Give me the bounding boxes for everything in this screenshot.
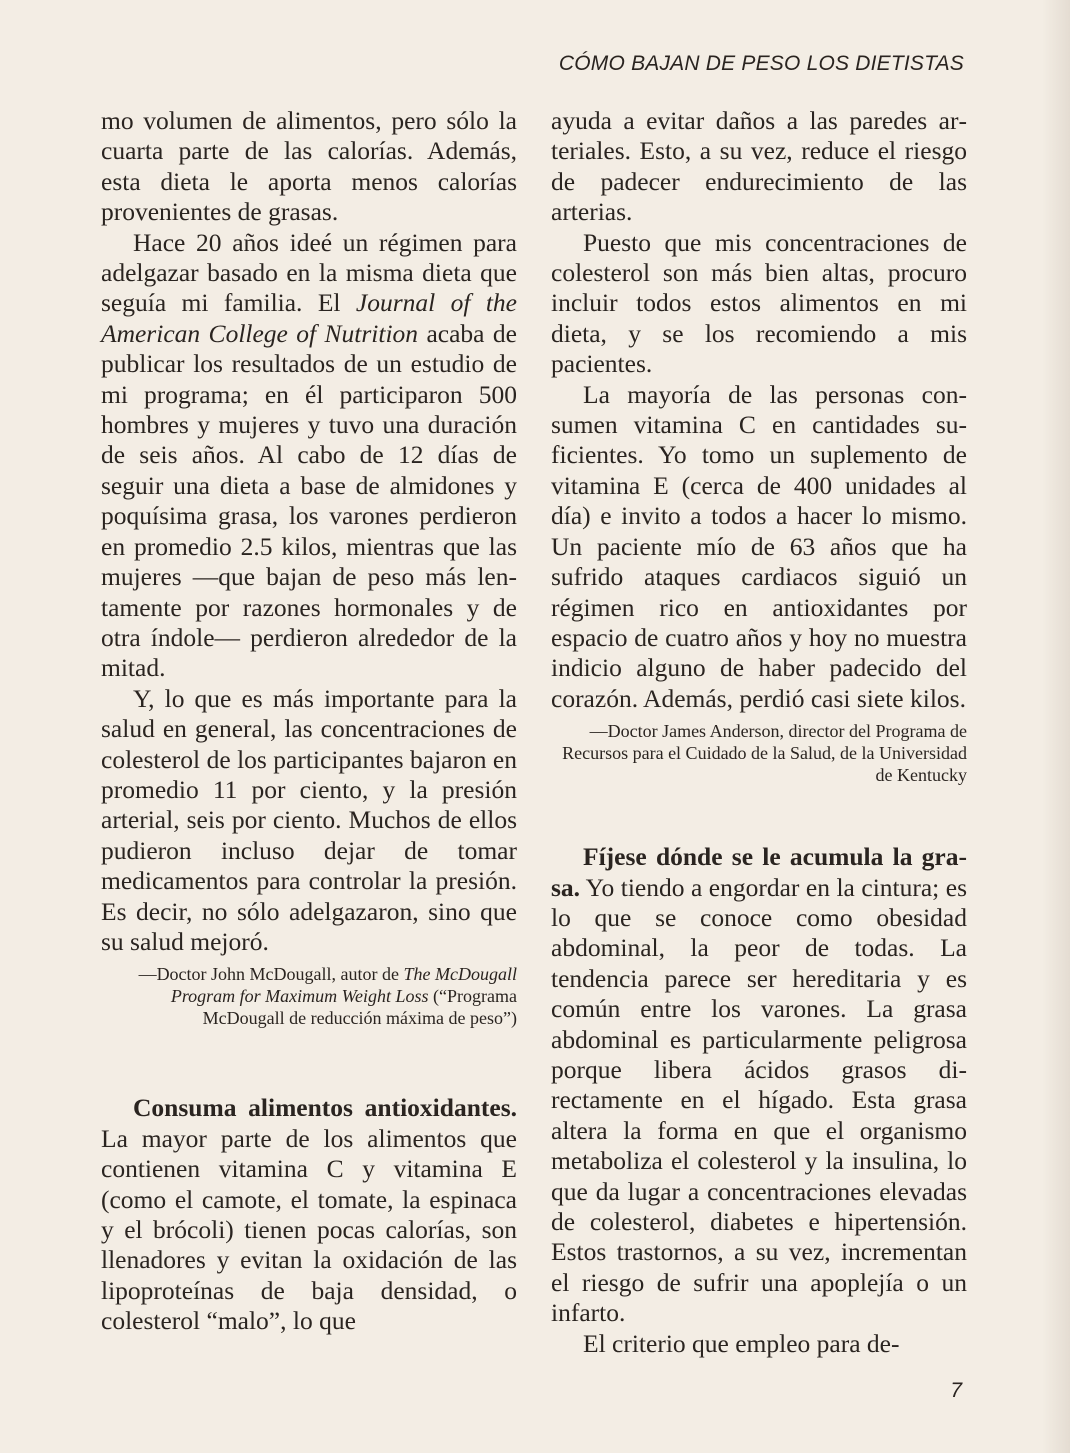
paragraph	[551, 842, 967, 1329]
section-gap	[551, 786, 967, 842]
left-column	[101, 106, 517, 1337]
section-lead: Fíjese dónde se le acumula la grasa.	[551, 842, 967, 902]
right-column	[551, 106, 967, 1359]
book-title: The McDougall Program for Maximum Weight Loss	[170, 964, 517, 1007]
paragraph: ayuda a evitar daños a las paredes arteriales. Esto, a su vez, reduce el riesgo de padecer endurecimiento de las arterias.	[551, 106, 967, 227]
text-span: Yo tiendo a engordar en la cintura; es lo que se conoce como obesidad abdominal, la peor de todas. La tendencia parece ser hereditaria y es común entre los varones. La grasa abdominal es particularmente peligrosa porque libera ácidos grasos directamente en el hígado. Esta grasa altera la forma en que el organismo metaboliza el colesterol y la insulina, lo que da lugar a concentraciones elevadas de colesterol, diabetes e hipertensión. Estos trastornos, a su vez, incrementan el riesgo de sufrir una apoplejía o un infarto.	[551, 872, 967, 1328]
text-span: La mayor parte de los alimentos que contienen vitamina C y vitamina E (como el camote, el tomate, la espinaca y el brócoli) tienen pocas calorías, son llenadores y evitan la oxidación de las lipoproteínas de baja densidad, o colesterol “malo”, lo que	[101, 1123, 517, 1336]
section-lead: Consuma alimentos antioxidantes.	[133, 1093, 517, 1123]
attribution	[101, 963, 517, 1029]
paragraph	[101, 228, 517, 684]
text-span: (“Programa McDougall de reducción máxima de peso”)	[202, 986, 517, 1029]
page-edge-shadow	[1042, 0, 1070, 1453]
journal-title: Journal of the American College of Nutrition	[101, 288, 517, 348]
paragraph: Y, lo que es más importante para la salud en general, las concentraciones de colesterol de los participantes bajaron en promedio 11 por ciento, y la presión arterial, seis por ciento. Muchos de ellos pudieron incluso dejar de tomar medicamentos para controlar la presión. Es decir, no sólo adelgazaron, sino que su salud mejoró.	[101, 683, 517, 956]
text-span: —Doctor John McDougall, autor de	[138, 964, 404, 985]
paragraph: La mayoría de las personas consumen vitamina C en cantidades suficientes. Yo tomo un suplemento de vitamina E (cerca de 400 unidades al día) e invito a todos a hacer lo mismo. Un paciente mío de 63 años que ha sufrido ataques cardiacos siguió un régimen rico en antioxidantes por espacio de cuatro años y hoy no muestra indicio alguno de haber padecido del corazón. Además, perdió casi siete kilos.	[551, 379, 967, 713]
attribution: —Doctor James Anderson, director del Programa de Recursos para el Cuidado de la Salud, de la Universidad de Kentucky	[562, 721, 967, 786]
paragraph: El criterio que empleo para de-	[583, 1328, 900, 1358]
paragraph: Puesto que mis concentraciones de colesterol son más bien altas, procuro incluir todos estos alimentos en mi dieta, y se los recomiendo a mis pacientes.	[551, 227, 967, 379]
text-span: Hace 20 años ideé un régimen para adelgazar basado en la misma dieta que seguía mi familia. El	[101, 227, 517, 318]
page-number: 7	[950, 1379, 962, 1402]
paragraph	[101, 1093, 517, 1336]
running-header: CÓMO BAJAN DE PESO LOS DIETISTAS	[558, 52, 964, 75]
text-span: acaba de publicar los resultados de un estudio de mi programa; en él participaron 500 hombres y mujeres y tuvo una duración de seis años. Al cabo de 12 días de seguir una dieta a base de almidones y poquísima grasa, los varones perdieron en promedio 2.5 kilos, mientras que las mujeres —que bajan de peso más lentamente por razones hormonales y de otra índole— perdieron alrededor de la mitad.	[101, 318, 517, 683]
paragraph: mo volumen de alimentos, pero sólo la cuarta parte de las calorías. Además, esta dieta le aporta menos calorías provenientes de grasas.	[101, 106, 517, 227]
section-gap	[101, 1029, 517, 1093]
